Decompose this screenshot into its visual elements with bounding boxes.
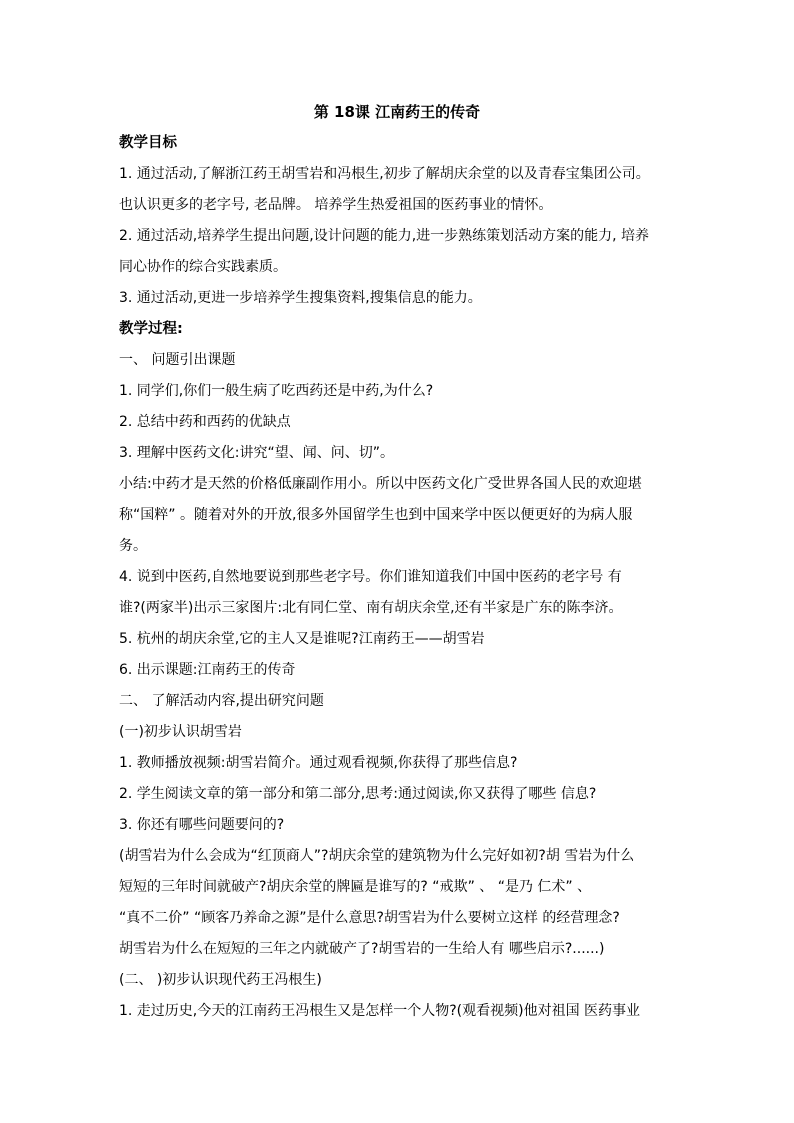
text-line: 4. 说到中医药,自然地要说到那些老字号。你们谁知道我们中国中医药的老字号 有 <box>119 569 622 585</box>
text-line: 同心协作的综合实践素质。 <box>119 259 287 275</box>
section-heading: 教学过程: <box>119 321 183 337</box>
text-line: 1. 同学们,你们一般生病了吃西药还是中药,为什么? <box>119 383 434 399</box>
text-line: (二、 )初步认识现代药王冯根生) <box>119 972 322 988</box>
text-line: (胡雪岩为什么会成为“红顶商人”?胡庆余堂的建筑物为什么完好如初?胡 雪岩为什么 <box>119 848 635 864</box>
text-line: “真不二价” “顾客乃养命之源”是什么意思?胡雪岩为什么要树立这样 的经营理念? <box>119 910 620 926</box>
text-line: 3. 理解中医药文化:讲究“望、闻、问、切”。 <box>119 445 395 461</box>
text-line: 谁?(两家半)出示三家图片:北有同仁堂、南有胡庆余堂,还有半家是广东的陈李济。 <box>119 600 623 616</box>
document-title: 第 18课 江南药王的传奇 <box>313 103 481 121</box>
text-line: 小结:中药才是天然的价格低廉副作用小。所以中医药文化广受世界各国人民的欢迎堪 <box>119 476 642 492</box>
text-line: 3. 你还有哪些问题要问的? <box>119 817 285 833</box>
text-line: 1. 教师播放视频:胡雪岩简介。通过观看视频,你获得了那些信息? <box>119 755 518 771</box>
text-line: 短短的三年时间就破产?胡庆余堂的牌匾是谁写的? “戒欺” 、 “是乃 仁术” 、 <box>119 879 592 895</box>
text-line: 6. 出示课题:江南药王的传奇 <box>119 662 296 678</box>
document-body <box>119 130 684 1029</box>
text-line: 3. 通过活动,更进一步培养学生搜集资料,搜集信息的能力。 <box>119 290 482 306</box>
text-line: 2. 学生阅读文章的第一部分和第二部分,思考:通过阅读,你又获得了哪些 信息? <box>119 786 597 802</box>
text-line: 胡雪岩为什么在短短的三年之内就破产了?胡雪岩的一生给人有 哪些启示?......) <box>119 941 605 957</box>
text-line: 1. 通过活动,了解浙江药王胡雪岩和冯根生,初步了解胡庆余堂的以及青春宝集团公司。 <box>119 166 650 182</box>
text-line: 1. 走过历史,今天的江南药王冯根生又是怎样一个人物?(观看视频)他对祖国 医药事业 <box>119 1003 641 1019</box>
text-line: 2. 通过活动,培养学生提出问题,设计问题的能力,进一步熟练策划活动方案的能力, 培养 <box>119 228 650 244</box>
text-line: 二、 了解活动内容,提出研究问题 <box>119 693 324 709</box>
text-line: 称“国粹” 。随着对外的开放,很多外国留学生也到中国来学中医以便更好的为病人服 <box>119 507 633 523</box>
section-heading: 教学目标 <box>119 135 177 151</box>
text-line: 5. 杭州的胡庆余堂,它的主人又是谁呢?江南药王——胡雪岩 <box>119 631 485 647</box>
text-line: 务。 <box>119 538 147 554</box>
text-line: 2. 总结中药和西药的优缺点 <box>119 414 291 430</box>
text-line: 也认识更多的老字号, 老品牌。 培养学生热爱祖国的医药事业的情怀。 <box>119 197 553 213</box>
text-line: 一、 问题引出课题 <box>119 352 236 368</box>
text-line: (一)初步认识胡雪岩 <box>119 724 242 740</box>
